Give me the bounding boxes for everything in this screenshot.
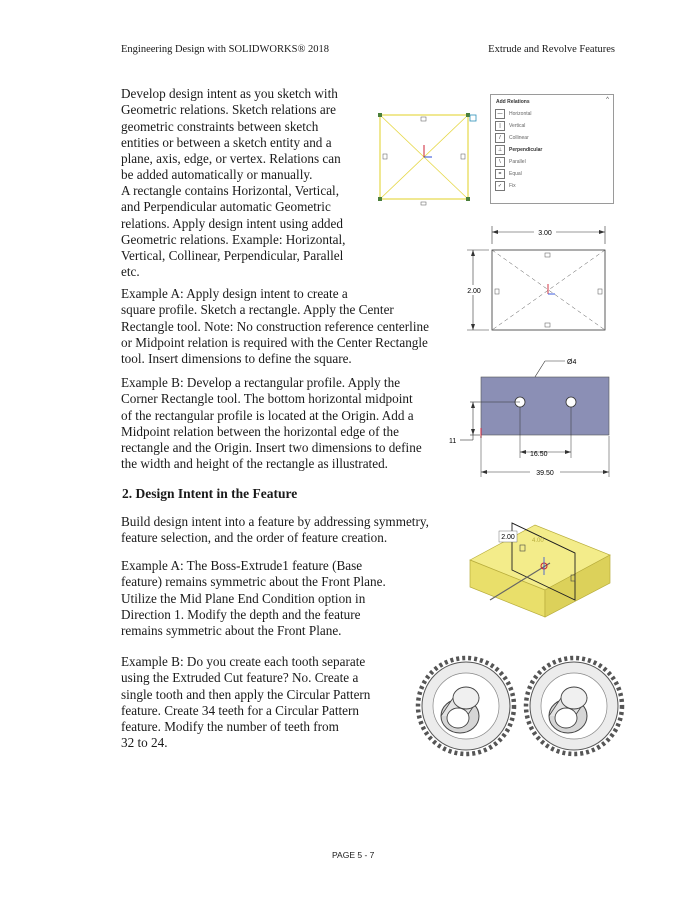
text-line: of the rectangular profile is located at the Origin. Add a <box>121 407 414 423</box>
section-heading: 2. Design Intent in the Feature <box>122 486 298 501</box>
page-number: PAGE 5 - 7 <box>332 850 375 860</box>
boss-dim-b: 4.00 <box>532 538 544 544</box>
text-line: single tooth and then apply the Circular Pattern <box>121 686 371 702</box>
paragraph-rectangle-relations <box>121 183 345 281</box>
text-line: Geometric relations. Example: Horizontal, <box>121 231 346 247</box>
text-line: A rectangle contains Horizontal, Vertical, <box>121 183 340 198</box>
header-chapter: Extrude and Revolve Features <box>488 44 615 55</box>
text-line: Example B: Do you create each tooth separate <box>121 654 366 669</box>
text-line: Geometric relations. Sketch relations are <box>121 102 336 118</box>
text-line: etc. <box>121 264 140 280</box>
paragraph-example-b-sketch <box>121 375 422 473</box>
gear-24-teeth <box>526 658 622 754</box>
text-line: the width and height of the rectangle as illustrated. <box>121 456 388 472</box>
perpendicular-icon: ⊥ <box>495 145 505 155</box>
sketch-rectangle-figure <box>370 100 485 210</box>
gears-figure <box>408 640 628 775</box>
relation-label: Collinear <box>509 135 529 141</box>
paragraph-example-a-feature <box>121 558 386 639</box>
vertical-icon: | <box>495 121 505 131</box>
relation-label: Perpendicular <box>509 147 543 153</box>
text-line: geometric constraints between sketch <box>121 118 319 134</box>
text-line: remains symmetric about the Front Plane. <box>121 623 342 639</box>
square-width-dim: 3.00 <box>538 230 552 237</box>
text-line: relations. Apply design intent using added <box>121 215 343 231</box>
plate-profile-figure <box>440 350 620 485</box>
text-line: tool. Insert dimensions to define the square. <box>121 351 352 367</box>
relation-equal[interactable] <box>495 169 522 179</box>
panel-title: Add Relations <box>496 99 530 105</box>
relation-label: Fix <box>509 183 516 189</box>
text-line: Midpoint relation between the horizontal edge of the <box>121 423 399 439</box>
add-relations-panel <box>490 94 614 204</box>
parallel-icon: \ <box>495 157 505 167</box>
relation-collinear[interactable] <box>495 133 529 143</box>
horizontal-icon: — <box>495 109 505 119</box>
text-line: Rectangle tool. Note: No construction reference centerline <box>121 318 429 334</box>
relation-horizontal[interactable] <box>495 109 532 119</box>
text-line: entities or between a sketch entity and a <box>121 134 332 150</box>
relation-parallel[interactable] <box>495 157 526 167</box>
relation-perpendicular[interactable] <box>495 145 542 155</box>
boss-extrude-figure <box>460 505 620 625</box>
relation-label: Equal <box>509 171 522 177</box>
relation-label: Horizontal <box>509 111 532 117</box>
text-line: Vertical, Collinear, Perpendicular, Parallel <box>121 248 344 264</box>
text-line: rectangle and the Origin. Insert two dimensions to define <box>121 440 422 456</box>
hole-spacing-dim: 16.50 <box>530 451 548 458</box>
text-line: be added automatically or manually. <box>121 167 313 183</box>
equal-icon: = <box>495 169 505 179</box>
text-line: plane, axis, edge, or vertex. Relations can <box>121 151 341 167</box>
boss-dim-a: 2.00 <box>501 534 515 541</box>
relation-label: Vertical <box>509 123 526 129</box>
relation-label: Parallel <box>509 159 526 165</box>
collinear-icon: / <box>495 133 505 143</box>
paragraph-relations-intro <box>121 86 341 184</box>
text-line: Build design intent into a feature by addressing symmetry, <box>121 514 429 529</box>
text-line: Example A: The Boss-Extrude1 feature (Base <box>121 558 363 573</box>
fix-icon: ✓ <box>495 181 505 191</box>
paragraph-example-b-feature <box>121 654 370 752</box>
text-line: feature selection, and the order of feature creation. <box>121 530 388 546</box>
text-line: and Perpendicular automatic Geometric <box>121 199 331 215</box>
text-line: 32 to 24. <box>121 735 168 751</box>
chevron-up-icon[interactable]: ^ <box>606 97 609 103</box>
plate-width-dim: 39.50 <box>536 470 554 477</box>
text-line: feature. Create 34 teeth for a Circular Pattern <box>121 702 359 718</box>
header-title: Engineering Design with SOLIDWORKS® 2018 <box>121 44 330 55</box>
text-line: Direction 1. Modify the depth and the feature <box>121 606 361 622</box>
text-line: using the Extruded Cut feature? No. Create a <box>121 670 359 686</box>
text-line: feature) remains symmetric about the Front Plane. <box>121 574 386 590</box>
text-line: feature. Modify the number of teeth from <box>121 719 339 735</box>
relation-fix[interactable] <box>495 181 516 191</box>
square-height-dim: 2.00 <box>467 288 481 295</box>
gear-32-teeth <box>418 658 514 754</box>
relation-vertical[interactable] <box>495 121 525 131</box>
paragraph-feature-intent <box>121 514 429 547</box>
text-line: Utilize the Mid Plane End Condition option in <box>121 590 366 606</box>
square-dimension-figure <box>455 222 625 337</box>
text-line: square profile. Sketch a rectangle. Apply the Center <box>121 302 394 318</box>
text-line: Example A: Apply design intent to create a <box>121 286 348 301</box>
plate-height-dim: 11 <box>449 438 457 445</box>
text-line: or Midpoint relation is required with the Center Rectangle <box>121 334 428 350</box>
hole-diameter-dim: Ø4 <box>567 359 577 366</box>
paragraph-example-a-sketch <box>121 286 429 367</box>
text-line: Corner Rectangle tool. The bottom horizontal midpoint <box>121 391 413 407</box>
text-line: Example B: Develop a rectangular profile. Apply the <box>121 375 401 390</box>
text-line: Develop design intent as you sketch with <box>121 86 338 101</box>
